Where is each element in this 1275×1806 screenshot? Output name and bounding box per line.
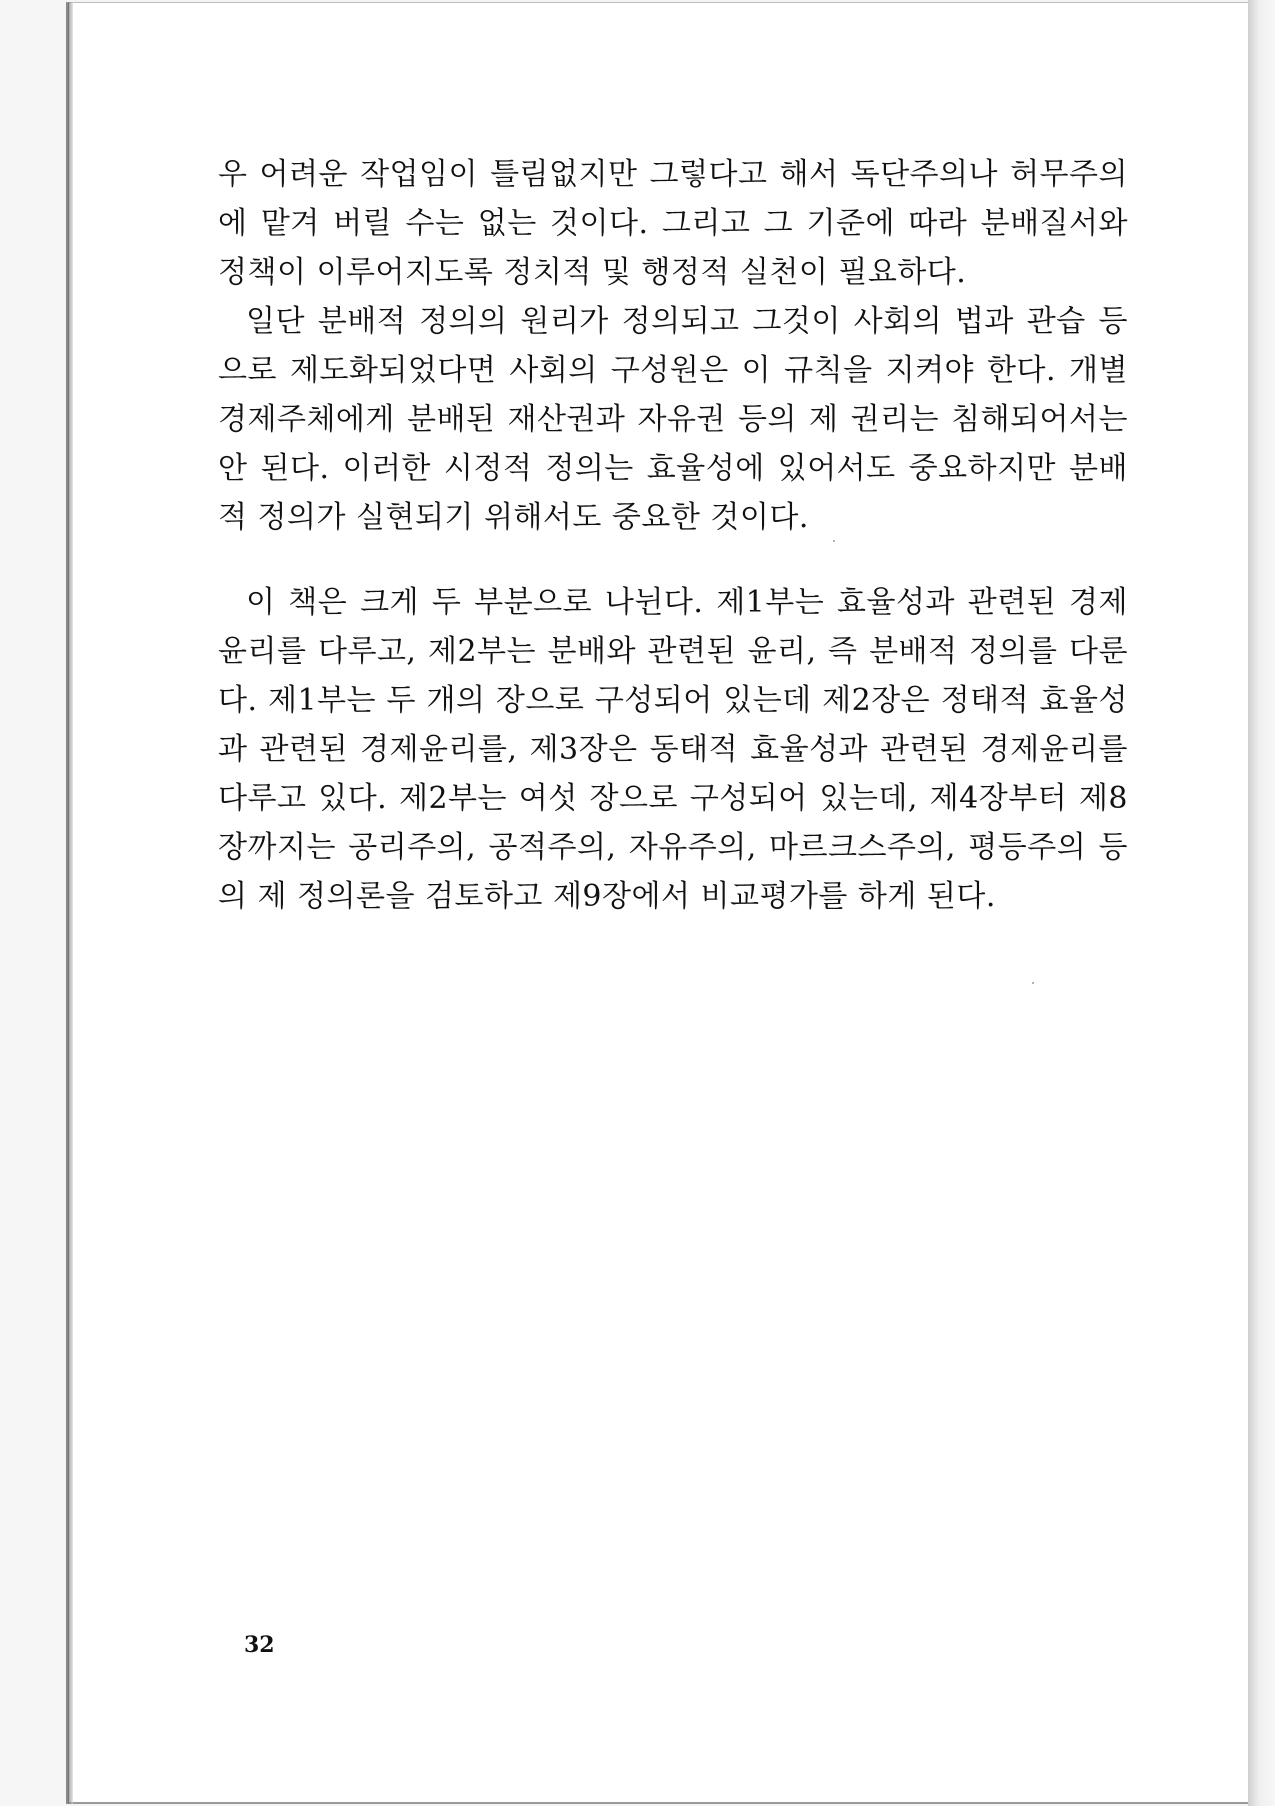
viewer-right-edge xyxy=(1248,0,1275,1806)
page-binding-edge xyxy=(68,2,73,1804)
scan-speck xyxy=(1032,982,1034,984)
viewer-left-gutter xyxy=(0,0,66,1806)
paragraph-spacer xyxy=(218,542,1128,578)
page-body-text xyxy=(218,150,1128,921)
paragraph-book-structure: 이 책은 크게 두 부분으로 나뉜다. 제1부는 효율성과 관련된 경제윤리를 다루고, 제2부는 분배와 관련된 윤리, 즉 분배적 정의를 다룬다. 제1부는 두 개의 장으로 구성되어 있는데 제2장은 정태적 효율성과 관련된 경제윤리를, 제3장은 동태적 효율성과 관련된 경제윤리를 다루고 있다. 제2부는 여섯 장으로 구성되어 있는데, 제4장부터 제8장까지는 공리주의, 공적주의, 자유주의, 마르크스주의, 평등주의 등의 제 정의론을 검토하고 제9장에서 비교평가를 하게 된다. xyxy=(218,585,1128,914)
page-number: 32 xyxy=(244,1632,275,1658)
paragraph-distributive-justice: 일단 분배적 정의의 원리가 정의되고 그것이 사회의 법과 관습 등으로 제도화되었다면 사회의 구성원은 이 규칙을 지켜야 한다. 개별 경제주체에게 분배된 재산권과 자유권 등의 제 권리는 침해되어서는 안 된다. 이러한 시정적 정의는 효율성에 있어서도 중요하지만 분배적 정의가 실현되기 위해서도 중요한 것이다. xyxy=(218,304,1128,535)
scan-speck xyxy=(833,540,835,542)
paragraph-continuation: 우 어려운 작업임이 틀림없지만 그렇다고 해서 독단주의나 허무주의에 맡겨 버릴 수는 없는 것이다. 그리고 그 기준에 따라 분배질서와 정책이 이루어지도록 정치적 및 행정적 실천이 필요하다. xyxy=(218,157,1128,290)
